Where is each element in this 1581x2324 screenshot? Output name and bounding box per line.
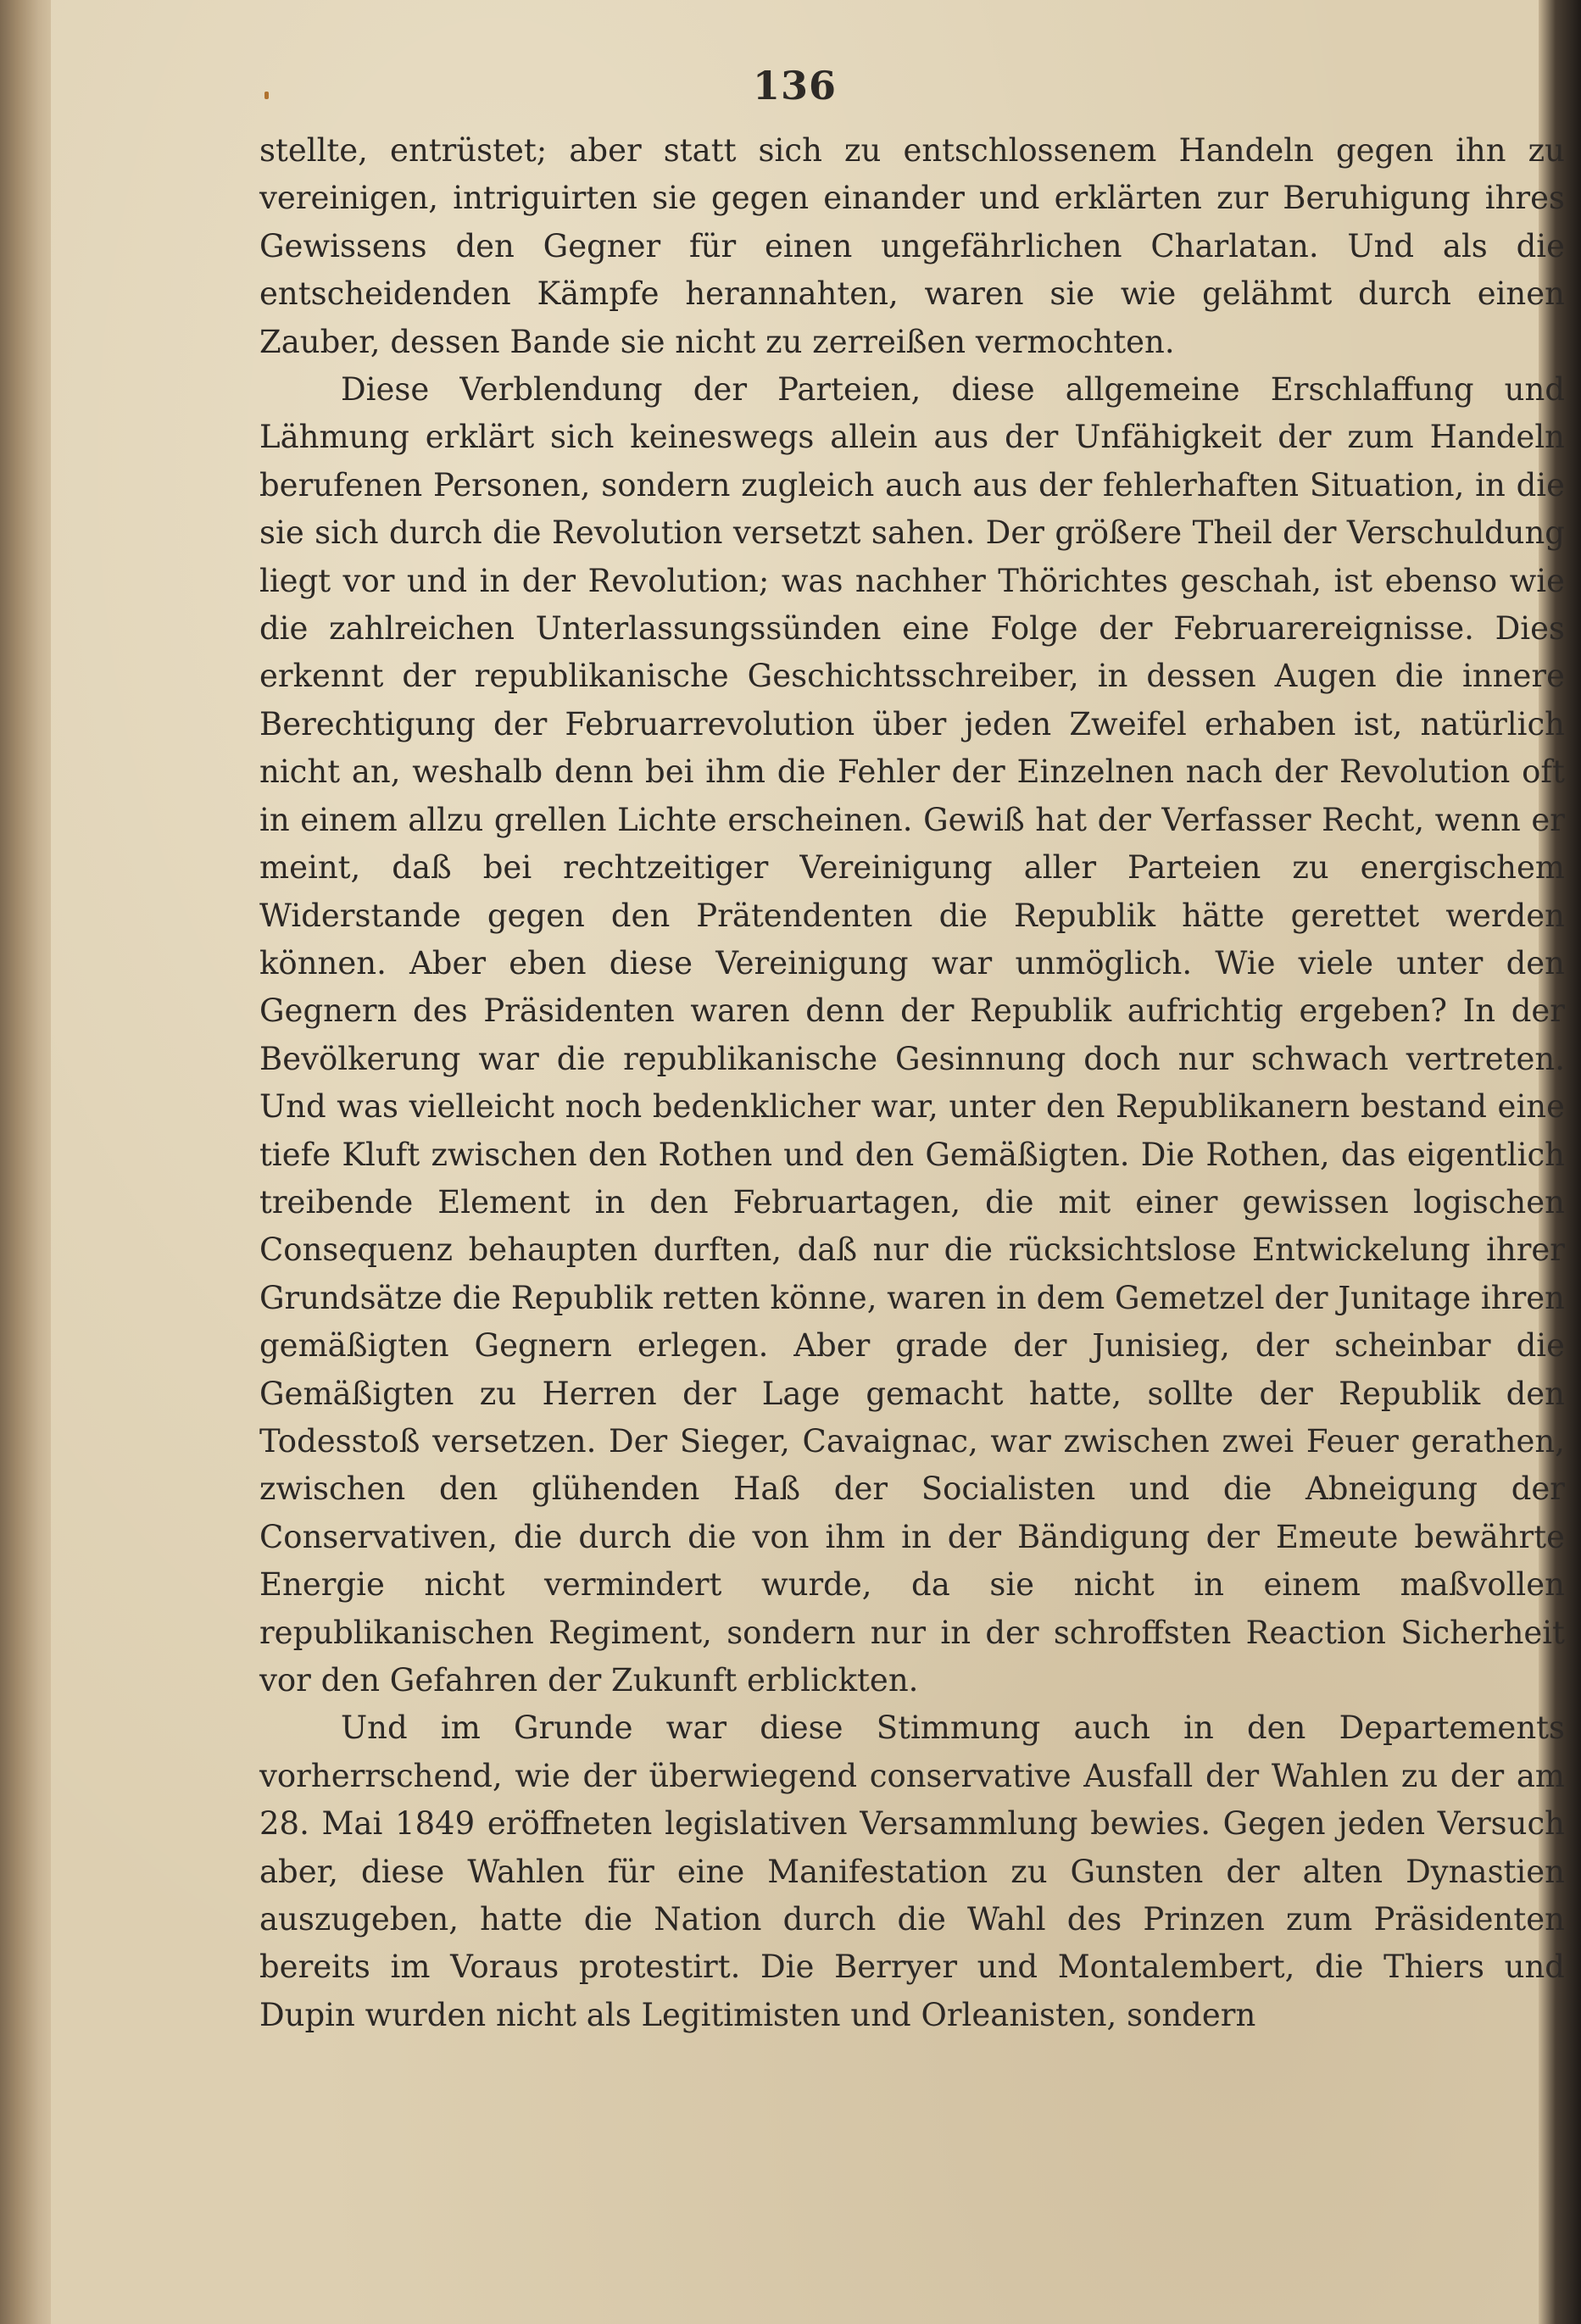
paragraph-3: Und im Grunde war diese Stimmung auch in den Departements vorherrschend, wie der überwiegend conservative Ausfall der Wahlen zu der am 28. Mai 1849 eröffneten legislativen Versammlung bewies. Gegen jeden Versuch aber, diese Wahlen für eine Manifestation zu Gunsten der alten Dynastien auszugeben, hatte die Nation durch die Wahl des Prinzen zum Präsidenten bereits im Voraus protestirt. Die Berryer und Montalembert, die Thiers und Dupin wurden nicht als Legitimisten und Orleanisten, sondern bbox=[259, 1710, 1565, 2033]
body-text bbox=[259, 127, 1565, 2039]
paragraph-1: stellte, entrüstet; aber statt sich zu entschlossenem Handeln gegen ihn zu vereinigen, intriguirten sie gegen einander und erklärten zur Beruhigung ihres Gewissens den Gegner für einen ungefährlichen Charlatan. Und als die entscheidenden Kämpfe herannahten, waren sie wie gelähmt durch einen Zauber, dessen Bande sie nicht zu zerreißen vermochten. bbox=[259, 132, 1565, 360]
page-number: 136 bbox=[752, 63, 838, 108]
paragraph-2: Diese Verblendung der Parteien, diese allgemeine Erschlaffung und Lähmung erklärt sich keineswegs allein aus der Unfähigkeit der zum Handeln berufenen Personen, sondern zugleich auch aus der fehlerhaften Situation, in die sie sich durch die Revolution versetzt sahen. Der größere Theil der Verschuldung liegt vor und in der Revolution; was nachher Thörichtes geschah, ist ebenso wie die zahlreichen Unterlassungssünden eine Folge der Februarereignisse. Dies erkennt der republikanische Geschichtsschreiber, in dessen Augen die innere Berechtigung der Februarrevolution über jeden Zweifel erhaben ist, natürlich nicht an, weshalb denn bei ihm die Fehler der Einzelnen nach der Revolution oft in einem allzu grellen Lichte erscheinen. Gewiß hat der Verfasser Recht, wenn er meint, daß bei rechtzeitiger Vereinigung aller Parteien zu energischem Widerstande gegen den Prätendenten die Republik hätte gerettet werden können. Aber eben diese Vereinigung war unmöglich. Wie viele unter den Gegnern des Präsidenten waren denn der Republik aufrichtig ergeben? In der Bevölkerung war die republikanische Gesinnung doch nur schwach vertreten. Und was vielleicht noch bedenklicher war, unter den Republikanern bestand eine tiefe Kluft zwischen den Rothen und den Gemäßigten. Die Rothen, das eigentlich treibende Element in den Februartagen, die mit einer gewissen logischen Consequenz behaupten durften, daß nur die rücksichtslose Entwickelung ihrer Grundsätze die Republik retten könne, waren in dem Gemetzel der Junitage ihren gemäßigten Gegnern erlegen. Aber grade der Junisieg, der scheinbar die Gemäßigten zu Herren der Lage gemacht hatte, sollte der Republik den Todesstoß versetzen. Der Sieger, Cavaignac, war zwischen zwei Feuer gerathen, zwischen den glühenden Haß der Socialisten und die Abneigung der Conservativen, die durch die von ihm in der Bändigung der Emeute bewährte Energie nicht vermindert wurde, da sie nicht in einem maßvollen republikanischen Regiment, sondern nur in der schroffsten Reaction Sicherheit vor den Gefahren der Zukunft erblickten. bbox=[259, 371, 1565, 1699]
book-page bbox=[51, 0, 1565, 2324]
